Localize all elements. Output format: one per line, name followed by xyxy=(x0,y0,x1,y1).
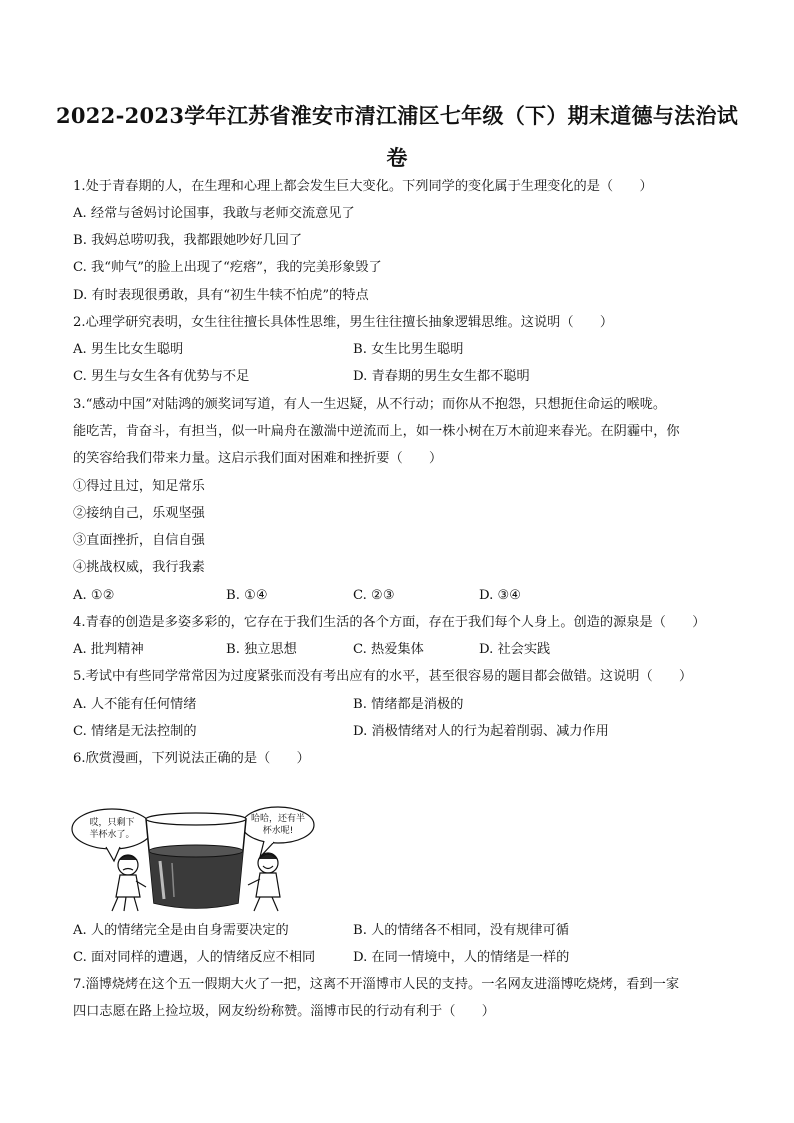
q5-stem: 5.考试中有些同学常常因为过度紧张而没有考出应有的水平，甚至很容易的题目都会做错。这说明（ ） xyxy=(73,669,693,684)
q4-stem: 4.青春的创造是多姿多彩的，它存在于我们生活的各个方面，存在于我们每个人身上。创造的源泉是（ ） xyxy=(73,615,706,630)
right-speech-bubble xyxy=(242,807,314,857)
q6-option-c: C. 面对同样的遭遇，人的情绪反应不相同 xyxy=(73,950,316,965)
q6-option-a: A. 人的情绪完全是由自身需要决定的 xyxy=(73,923,289,938)
q4-option-c: C. 热爱集体 xyxy=(353,642,424,657)
q6-option-d: D. 在同一情境中，人的情绪是一样的 xyxy=(353,950,570,965)
q5-option-d: D. 消极情绪对人的行为起着削弱、减力作用 xyxy=(353,724,609,739)
cup-icon xyxy=(146,813,246,908)
q1-option-d: D. 有时表现很勇敢，具有“初生牛犊不怕虎”的特点 xyxy=(73,288,369,303)
q1-option-b: B. 我妈总唠叨我，我都跟她吵好几回了 xyxy=(73,233,303,248)
q2-stem: 2.心理学研究表明，女生往往擅长具体性思维，男生往往擅长抽象逻辑思维。这说明（ ） xyxy=(73,315,614,330)
q1-stem: 1.处于青春期的人，在生理和心理上都会发生巨大变化。下列同学的变化属于生理变化的是（ ） xyxy=(73,179,653,194)
q5-option-c: C. 情绪是无法控制的 xyxy=(73,724,197,739)
q5-option-a: A. 人不能有任何情绪 xyxy=(73,697,197,712)
page-title-line1: 2022-2023学年江苏省淮安市清江浦区七年级（下）期末道德与法治试 xyxy=(55,103,739,128)
q4-option-a: A. 批判精神 xyxy=(73,642,144,657)
q3-statement-2: ②接纳自己，乐观坚强 xyxy=(73,506,205,521)
half-glass-cartoon xyxy=(68,805,316,915)
q4-option-b: B. 独立思想 xyxy=(226,642,297,657)
pessimistic-boy-figure xyxy=(112,855,146,911)
q3-option-c: C. ②③ xyxy=(353,588,395,603)
q2-option-a: A. 男生比女生聪明 xyxy=(73,342,184,357)
right-bubble-line2: 杯水呢! xyxy=(262,826,294,836)
left-speech-bubble xyxy=(72,809,152,861)
q3-option-b: B. ①④ xyxy=(226,588,268,603)
q3-option-d: D. ③④ xyxy=(479,588,522,603)
q6-stem: 6.欣赏漫画，下列说法正确的是（ ） xyxy=(73,751,310,766)
right-bubble-line1: 哈哈，还有半 xyxy=(250,814,306,824)
left-bubble-line1: 哎，只剩下 xyxy=(89,818,135,828)
left-bubble-line2: 半杯水了。 xyxy=(89,830,135,840)
q4-option-d: D. 社会实践 xyxy=(479,642,551,657)
q3-statement-4: ④挑战权威，我行我素 xyxy=(73,560,205,575)
q3-statement-1: ①得过且过，知足常乐 xyxy=(73,479,205,494)
q2-option-c: C. 男生与女生各有优势与不足 xyxy=(73,369,250,384)
q3-stem-line1: 3.“感动中国”对陆鸿的颁奖词写道，有人一生迟疑，从不行动；而你从不抱怨，只想扼住命运的喉咙。 xyxy=(73,397,667,412)
q3-stem-line2: 能吃苦，肯奋斗，有担当，似一叶扁舟在激湍中逆流而上，如一株小树在万木前迎来春光。在阴霾中，你 xyxy=(73,424,680,439)
page-title-line2: 卷 xyxy=(386,145,408,170)
q3-stem-line3: 的笑容给我们带来力量。这启示我们面对困难和挫折要（ ） xyxy=(73,451,443,466)
q7-stem-line1: 7.淄博烧烤在这个五一假期大火了一把，这离不开淄博市人民的支持。一名网友进淄博吃烧烤，看到一家 xyxy=(73,977,680,992)
q3-statement-3: ③直面挫折，自信自强 xyxy=(73,533,205,548)
q7-stem-line2: 四口志愿在路上捡垃圾，网友纷纷称赞。淄博市民的行动有利于（ ） xyxy=(73,1004,495,1019)
optimistic-boy-figure xyxy=(248,853,280,911)
q2-option-d: D. 青春期的男生女生都不聪明 xyxy=(353,369,530,384)
q1-option-a: A. 经常与爸妈讨论国事，我敢与老师交流意见了 xyxy=(73,206,355,221)
q1-option-c: C. 我“帅气”的脸上出现了“疙瘩”，我的完美形象毁了 xyxy=(73,260,382,275)
q5-option-b: B. 情绪都是消极的 xyxy=(353,697,464,712)
q6-option-b: B. 人的情绪各不相同，没有规律可循 xyxy=(353,923,569,938)
q2-option-b: B. 女生比男生聪明 xyxy=(353,342,464,357)
q3-option-a: A. ①② xyxy=(73,588,115,603)
